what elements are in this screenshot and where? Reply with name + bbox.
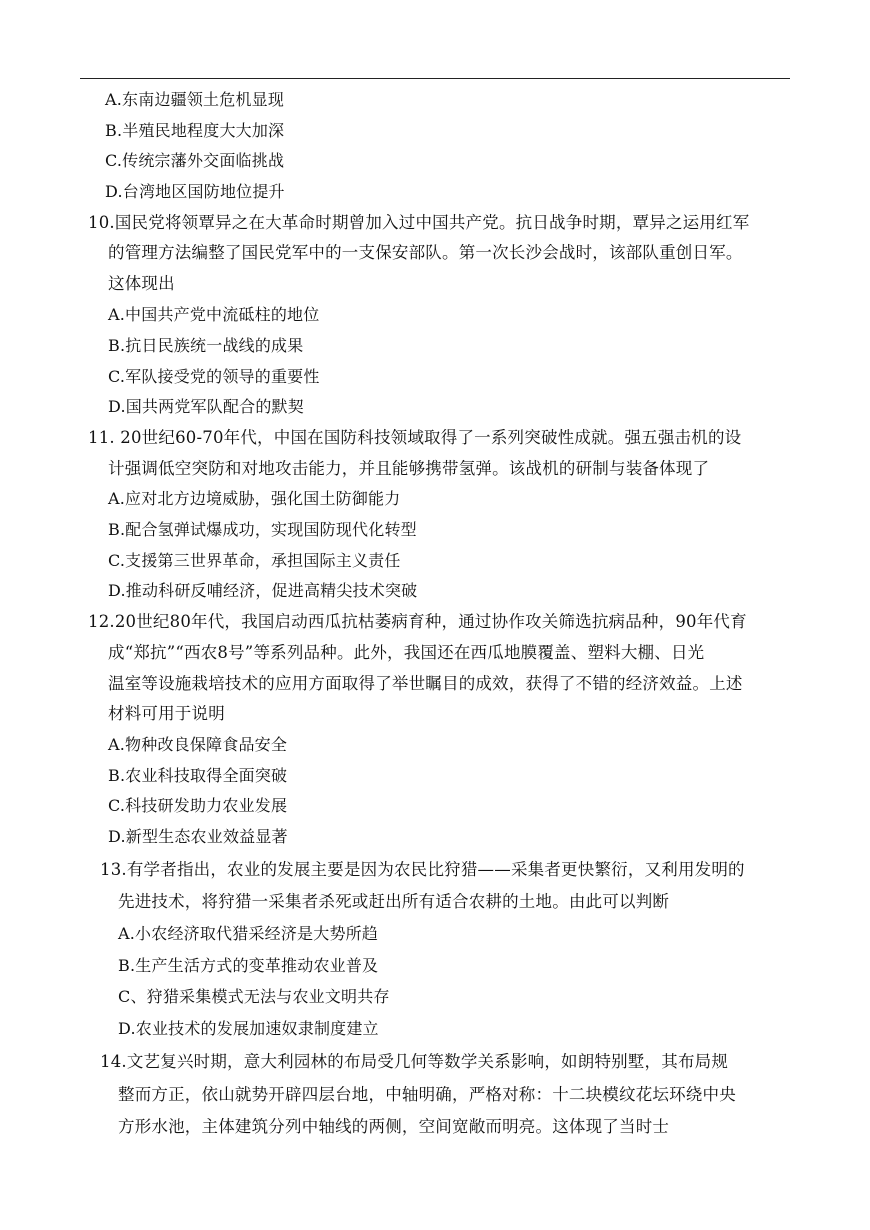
q10-option-c: C.军队接受党的领导的重要性 — [108, 367, 320, 386]
q11-stem-line-2: 计强调低空突防和对地攻击能力，并且能够携带氢弹。该战机的研制与装备体现了 — [108, 459, 710, 478]
q14-stem-line-2: 整而方正，依山就势开辟四层台地，中轴明确，严格对称：十二块模纹花坛环绕中央 — [118, 1085, 736, 1104]
q9-option-c: C.传统宗藩外交面临挑战 — [105, 151, 285, 170]
q12-stem-line-2: 成“郑抗”“西农8号”等系列品种。此外，我国还在西瓜地膜覆盖、塑料大棚、日光 — [108, 643, 705, 662]
q14-stem-line-3: 方形水池，主体建筑分列中轴线的两侧，空间宽敞而明亮。这体现了当时士 — [118, 1117, 670, 1136]
q9-option-b: B.半殖民地程度大大加深 — [105, 121, 285, 140]
q13-option-c: C、狩猎采集模式无法与农业文明共存 — [118, 987, 390, 1006]
q10-option-d: D.国共两党军队配合的默契 — [108, 397, 304, 416]
q12-option-a: A.物种改良保障食品安全 — [108, 735, 288, 754]
q13-option-a: A.小农经济取代猎采经济是大势所趋 — [118, 924, 379, 943]
q11-option-d: D.推动科研反哺经济，促进高精尖技术突破 — [108, 581, 418, 600]
q10-option-b: B.抗日民族统一战线的成果 — [108, 336, 304, 355]
q11-option-b: B.配合氢弹试爆成功，实现国防现代化转型 — [108, 520, 417, 539]
q9-option-d: D.台湾地区国防地位提升 — [105, 182, 285, 201]
q12-option-c: C.科技研发助力农业发展 — [108, 796, 288, 815]
q12-stem-line-1: 12.20世纪80年代，我国启动西瓜抗枯萎病育种，通过协作攻关筛选抗病品种，90年代育 — [88, 612, 747, 631]
q13-stem-line-2: 先进技术，将狩猎一采集者杀死或赶出所有适合农耕的土地。由此可以判断 — [118, 892, 670, 911]
q13-stem-line-1: 13.有学者指出，农业的发展主要是因为农民比狩猎——采集者更快繁衍，又利用发明的 — [100, 860, 745, 879]
q12-stem-line-3: 温室等设施栽培技术的应用方面取得了举世瞩目的成效，获得了不错的经济效益。上述 — [108, 674, 743, 693]
q13-option-d: D.农业技术的发展加速奴隶制度建立 — [118, 1019, 379, 1038]
q10-stem-line-2: 的管理方法编整了国民党军中的一支保安部队。第一次长沙会战时，该部队重创日军。 — [108, 243, 743, 262]
q12-option-d: D.新型生态农业效益显著 — [108, 827, 288, 846]
q9-option-a: A.东南边疆领土危机显现 — [105, 90, 285, 109]
q12-stem-line-4: 材料可用于说明 — [108, 704, 225, 723]
q11-stem-line-1: 11. 20世纪60-70年代，中国在国防科技领域取得了一系列突破性成就。强五强击机的设 — [88, 428, 742, 447]
q13-option-b: B.生产生活方式的变革推动农业普及 — [118, 956, 379, 975]
q14-stem-line-1: 14.文艺复兴时期，意大利园林的布局受几何等数学关系影响，如朗特别墅，其布局规 — [100, 1052, 729, 1071]
header-rule — [80, 78, 790, 79]
q10-stem-line-1: 10.国民党将领覃异之在大革命时期曾加入过中国共产党。抗日战争时期，覃异之运用红军 — [88, 213, 750, 232]
q12-option-b: B.农业科技取得全面突破 — [108, 766, 288, 785]
q10-stem-line-3: 这体现出 — [108, 274, 175, 293]
q11-option-a: A.应对北方边境威胁，强化国土防御能力 — [108, 489, 401, 508]
q11-option-c: C.支援第三世界革命，承担国际主义责任 — [108, 551, 401, 570]
q10-option-a: A.中国共产党中流砥柱的地位 — [108, 305, 320, 324]
